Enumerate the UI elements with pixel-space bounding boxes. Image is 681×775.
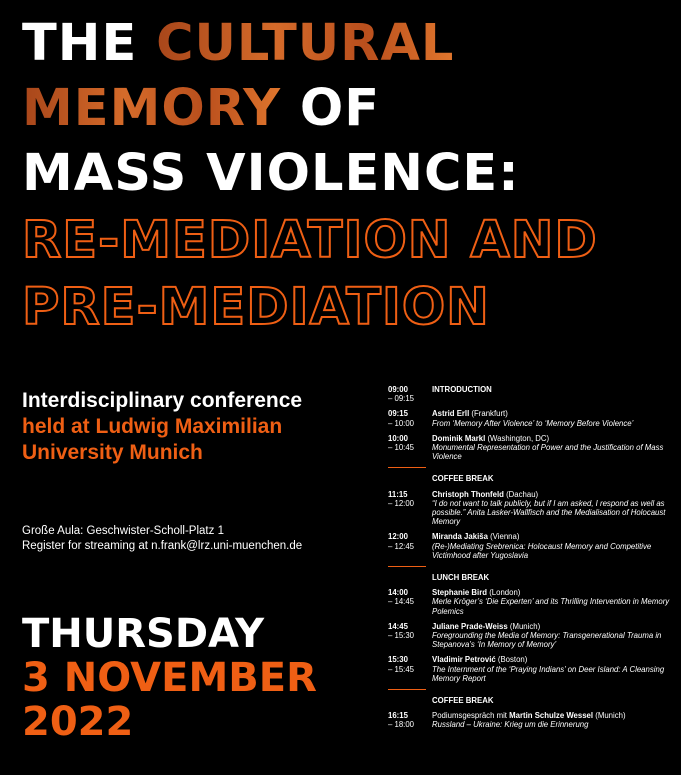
schedule-item: 11:15 – 12:00 Christoph Thonfeld (Dachau) “I do not want to talk publicly, but if I am asked, I respond as well as possible.” Anita Lasker-Wallfisch and the Medialisation of Holocaust Memory (388, 489, 666, 527)
divider (388, 566, 426, 567)
title-memory: MEMORY (22, 79, 282, 138)
schedule-item: 15:30 – 15:45 Vladimir Petrović (Boston) The Internment of the ‘Praying Indians’ on Deer Island: A Cleansing Memory Report (388, 655, 665, 683)
year: 2022 (22, 699, 134, 745)
break-item: COFFEE BREAK (432, 696, 494, 706)
title-line-2: MEMORY OF (22, 79, 381, 138)
title-line-3: MASS VIOLENCE: (22, 144, 520, 203)
venue-address: Große Aula: Geschwister-Scholl-Platz 1 (22, 525, 224, 537)
schedule-item: 14:00 – 14:45 Stephanie Bird (London) Merle Kröger’s ‘Die Experten’ and its Thrilling Intervention in Memory Polemics (388, 588, 670, 616)
conference-intro: Interdisciplinary conference held at Ludwig Maximilian University Munich (22, 389, 303, 464)
break-item: LUNCH BREAK (432, 573, 490, 583)
schedule-item: 14:45 – 15:30 Juliane Prade-Weiss (Munich) Foregrounding the Media of Memory: Transgenerational Trauma in Stepanova’s ‘In Memory of Memory’ (388, 621, 662, 650)
schedule-item: 10:00 – 10:45 Dominik Markl (Washington, DC) Monumental Representation of Power and the Justification of Mass Violence (388, 433, 664, 462)
schedule-item: 16:15 – 18:00 Podiumsgespräch mit Martin Schulze Wessel (Munich) Russland – Ukraine: Krieg um die Erinnerung (388, 711, 626, 730)
break-item: COFFEE BREAK (432, 474, 494, 484)
register-note[interactable]: Register for streaming at n.frank@lrz.uni-muenchen.de (22, 540, 303, 552)
event-date (22, 612, 317, 744)
venue-info (22, 524, 302, 554)
schedule-item: 12:00 – 12:45 Miranda Jakiša (Vienna) (Re-)Mediating Srebrenica: Holocaust Memory and Competitive Victimhood after Yugoslavia (388, 532, 652, 560)
title-line-4: RE-MEDIATION AND (22, 211, 598, 270)
schedule-item: 09:15 – 10:00 Astrid Erll (Frankfurt) From ‘Memory After Violence’ to ‘Memory Before Violence’ (388, 409, 634, 428)
title-line-1: THE CULTURAL (22, 14, 455, 73)
schedule (388, 385, 678, 736)
day-month: 3 NOVEMBER (22, 655, 317, 701)
title-cultural: CULTURAL (156, 14, 455, 73)
weekday: THURSDAY (22, 611, 265, 657)
divider (388, 467, 426, 468)
divider (388, 689, 426, 690)
title-line-5: PRE-MEDIATION (22, 278, 490, 337)
schedule-item: 09:00 – 09:15 INTRODUCTION (388, 385, 492, 404)
